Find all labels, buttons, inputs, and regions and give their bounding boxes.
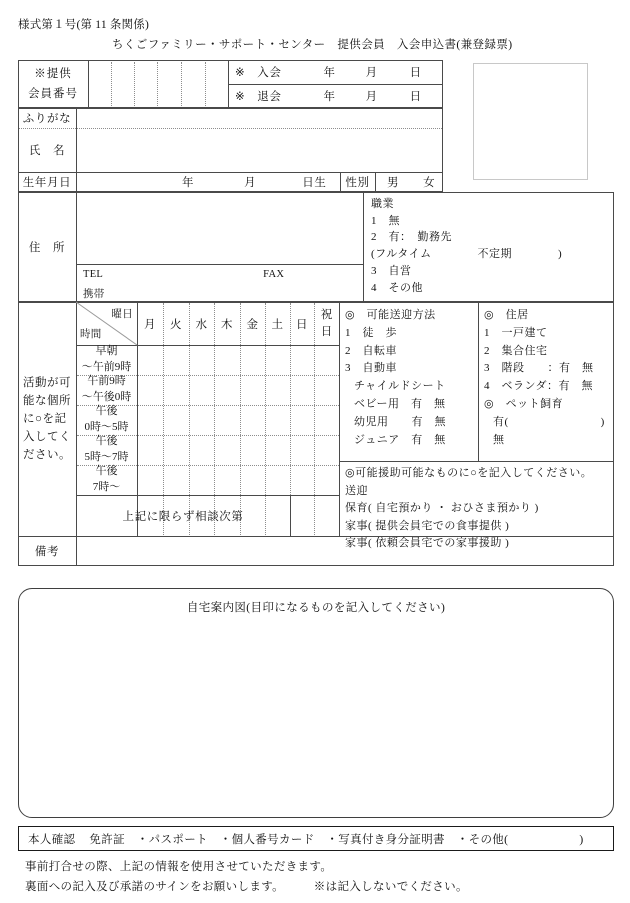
time-row-line: 5時〜7時	[84, 451, 129, 463]
time-row-line: 〜午前9時	[81, 361, 132, 373]
address-label-text: 住 所	[28, 242, 66, 254]
time-row-label	[76, 435, 137, 465]
residence-item[interactable]: 2 集合住宅	[484, 344, 548, 357]
join-label: 入会	[257, 67, 282, 79]
schedule-corner-time-label	[76, 323, 137, 344]
schedule-corner-day-label	[76, 303, 137, 323]
transport-item[interactable]: 2 自転車	[345, 344, 397, 357]
day-header-label: 土	[271, 318, 284, 331]
day-header-label: 木	[220, 318, 234, 331]
remarks-label-text: 備考	[34, 546, 60, 558]
pet-yes-option[interactable]: 有( )	[493, 415, 605, 428]
child-seat-item[interactable]: ジュニア 有 無	[354, 433, 446, 446]
schedule-footer-note	[76, 495, 290, 536]
activity-note	[18, 302, 76, 536]
gender-male-option[interactable]: 男	[387, 177, 400, 189]
member-no-cell-divider	[157, 62, 158, 106]
join-date-row[interactable]	[232, 60, 443, 84]
time-row-line: 午後	[95, 405, 118, 418]
member-no-cell-divider	[111, 62, 112, 106]
leave-mark: ※	[235, 91, 246, 103]
day-header-holiday	[314, 302, 339, 345]
fax-label: FAX	[263, 269, 285, 280]
leave-month: 月	[365, 91, 378, 103]
transport-item[interactable]: 3 自動車	[345, 362, 397, 375]
identity-label: 本人確認	[28, 833, 76, 846]
time-row-line: 午後	[95, 435, 118, 448]
child-seat-item[interactable]: 幼児用 有 無	[354, 415, 446, 428]
tel-label: TEL	[83, 269, 104, 280]
member-no-cell-divider	[181, 62, 182, 106]
day-header-mon	[137, 302, 163, 345]
member-no-label-divider	[88, 60, 89, 108]
birth-month: 月	[244, 177, 257, 189]
day-header-sat	[265, 302, 290, 345]
identity-confirm-box[interactable]	[18, 826, 614, 851]
gender-label-text: 性別	[345, 177, 370, 189]
time-row-line: 〜午後0時	[81, 391, 132, 403]
join-month: 月	[365, 67, 378, 79]
time-row-line: 午前9時	[87, 375, 126, 388]
home-map-area[interactable]	[18, 588, 614, 818]
child-seat-item[interactable]: ベビー用 有 無	[354, 398, 446, 411]
leave-day: 日	[409, 91, 422, 103]
child-seat-title: チャイルドシート	[354, 380, 446, 393]
footnote-line-2: 裏面への記入及び承諾のサインをお願いします。 ※は記入しないでください。	[25, 881, 468, 893]
time-row-line: 7時〜	[92, 481, 121, 493]
activity-note-line: に○を記	[23, 412, 67, 425]
activity-note-line: 活動が可	[23, 376, 71, 389]
join-day: 日	[409, 67, 422, 79]
leave-label: 退会	[257, 91, 282, 103]
day-header-wed	[189, 302, 214, 345]
gender-options[interactable]	[375, 172, 443, 192]
member-no-label	[18, 60, 88, 108]
corner-day-text: 曜日	[111, 308, 133, 320]
mobile-row[interactable]	[76, 284, 363, 302]
activity-note-line: 入してく	[23, 431, 71, 444]
leave-date-row[interactable]	[232, 84, 443, 108]
residence-panel	[478, 302, 614, 461]
corner-time-text: 時間	[80, 329, 102, 340]
tel-fax-row[interactable]	[76, 264, 363, 284]
time-row-label	[76, 375, 137, 405]
occupation-item[interactable]: 2 有： 勤務先	[371, 231, 452, 244]
birth-label	[18, 172, 76, 192]
time-row-label	[76, 405, 137, 435]
photo-placeholder[interactable]	[473, 63, 588, 180]
occupation-title: 職業	[371, 198, 394, 210]
address-value[interactable]	[76, 192, 363, 264]
occupation-item[interactable]: 4 その他	[371, 281, 423, 294]
footer-note-last-col-divider	[290, 495, 291, 536]
day-header-label: 日	[295, 318, 309, 331]
day-header-sun	[290, 302, 314, 345]
time-row-line: 0時〜5時	[84, 421, 129, 433]
pet-title: ◎ ペット飼育	[484, 398, 564, 411]
address-label	[18, 192, 76, 302]
join-year: 年	[323, 67, 336, 79]
birth-value[interactable]	[76, 172, 340, 192]
day-header-tue	[163, 302, 189, 345]
furigana-value[interactable]	[76, 108, 443, 128]
residence-item[interactable]: 1 一戸建て	[484, 326, 548, 339]
activity-note-line: 能な個所	[23, 394, 71, 407]
occupation-panel	[363, 192, 614, 302]
day-header-label: 日	[320, 325, 333, 338]
birth-day: 日生	[302, 177, 327, 189]
gender-label	[340, 172, 375, 192]
occupation-item[interactable]: (フルタイム 不定期 )	[371, 248, 563, 261]
member-no-label-line1: ※提供	[34, 67, 72, 80]
gender-female-option[interactable]: 女	[423, 177, 436, 189]
transport-title: ◎ 可能送迎方法	[345, 309, 436, 321]
footnote-line-1: 事前打合せの際、上記の情報を使用させていただきます。	[25, 861, 333, 873]
support-item[interactable]: 送迎	[345, 484, 368, 497]
mobile-label: 携帯	[83, 289, 105, 300]
activity-note-line: ださい。	[23, 449, 71, 462]
support-item[interactable]: 家事( 提供会員宅での食事提供 )	[345, 519, 510, 532]
member-no-label-line2: 会員番号	[28, 88, 78, 100]
occupation-item[interactable]: 1 無	[371, 214, 400, 227]
schedule-footer-note-text: 上記に限らず相談次第	[122, 510, 244, 523]
support-panel	[339, 461, 614, 550]
remarks-label	[18, 536, 76, 566]
form-number: 様式第１号(第 11 条関係)	[18, 19, 149, 31]
residence-item[interactable]: 4 ベランダ：有 無	[484, 380, 594, 393]
remarks-value[interactable]	[76, 536, 614, 566]
day-header-label: 水	[195, 318, 208, 331]
member-no-cell-divider	[134, 62, 135, 106]
name-label	[18, 128, 76, 172]
furigana-label-text: ふりがな	[22, 113, 72, 125]
residence-item[interactable]: 3 階段 ：有 無	[484, 362, 594, 375]
home-map-caption: 自宅案内図(目印になるものを記入してください)	[186, 602, 446, 614]
document-title: ちくごファミリー・サポート・センター 提供会員 入会申込書(兼登録票)	[112, 39, 513, 51]
name-label-text: 氏 名	[28, 145, 66, 157]
occupation-item[interactable]: 3 自営	[371, 264, 412, 277]
day-header-label: 火	[169, 318, 183, 331]
transport-item[interactable]: 1 徒 歩	[345, 326, 397, 339]
time-row-label	[76, 345, 137, 375]
support-item[interactable]: 家事( 依頼会員宅での家事援助 )	[345, 537, 510, 550]
day-header-label: 金	[246, 318, 259, 331]
transport-panel	[339, 302, 478, 461]
support-heading: ◎可能援助可能なものに○を記入してください。	[345, 467, 593, 479]
birth-year: 年	[182, 177, 195, 189]
birth-label-text: 生年月日	[22, 177, 72, 189]
time-row-line: 午後	[95, 465, 118, 478]
leave-year: 年	[323, 91, 336, 103]
furigana-label	[18, 108, 76, 128]
day-header-label: 祝	[320, 309, 333, 322]
member-no-cell-divider	[205, 62, 206, 106]
day-header-thu	[214, 302, 240, 345]
day-header-label: 月	[143, 318, 157, 331]
residence-title: ◎ 住居	[484, 309, 529, 321]
name-value[interactable]	[76, 128, 443, 172]
time-row-label	[76, 465, 137, 495]
pet-no-option[interactable]: 無	[493, 433, 505, 446]
day-header-fri	[240, 302, 265, 345]
identity-options[interactable]: 免許証 ・パスポート ・個人番号カード ・写真付き身分証明書 ・その他( )	[89, 833, 584, 846]
join-mark: ※	[235, 67, 246, 79]
support-item[interactable]: 保育( 自宅預かり ・ おひさま預かり )	[345, 502, 539, 515]
time-row-line: 早朝	[95, 345, 118, 358]
